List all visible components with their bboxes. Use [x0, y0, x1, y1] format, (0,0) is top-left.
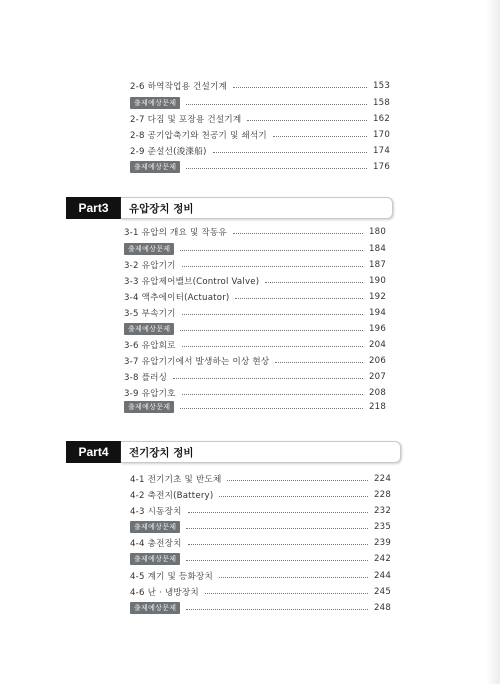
toc-row [130, 504, 391, 518]
toc-page-number: 176 [372, 162, 390, 172]
toc-row [124, 370, 386, 384]
toc-page-number: 242 [373, 554, 391, 564]
dot-leader [247, 120, 367, 121]
toc-row [130, 472, 391, 486]
toc-page-number: 180 [368, 227, 386, 237]
dot-leader [180, 408, 363, 409]
dot-leader [265, 282, 363, 283]
toc-page-number: 158 [372, 98, 390, 108]
part4-label: Part4 [66, 441, 121, 463]
dot-leader [186, 560, 368, 561]
toc-row [130, 112, 390, 126]
dot-leader [182, 314, 363, 315]
toc-row [130, 79, 390, 93]
toc-exercise-row [124, 400, 386, 414]
dot-leader [273, 136, 367, 137]
exercise-badge: 출제예상문제 [130, 97, 180, 109]
toc-page-number: 184 [368, 244, 386, 254]
dot-leader [219, 496, 368, 497]
toc-row [130, 488, 391, 502]
toc-page-number: 190 [368, 276, 386, 286]
exercise-badge: 출제예상문제 [130, 602, 180, 614]
toc-page-number: 170 [372, 130, 390, 140]
toc-row [124, 338, 386, 352]
dot-leader [180, 250, 363, 251]
toc-page-number: 239 [373, 538, 391, 548]
dot-leader [275, 362, 363, 363]
part3-title: 유압장치 정비 [121, 197, 393, 219]
toc-page-number: 207 [368, 372, 386, 382]
toc-exercise-row [130, 520, 391, 534]
toc-exercise-row [124, 242, 386, 256]
toc-page-number: 204 [368, 340, 386, 350]
page-edge-shadow [486, 0, 500, 684]
toc-row [124, 225, 386, 239]
toc-row [124, 354, 386, 368]
toc-entry-title: 3-2 유압기기 [124, 261, 176, 271]
exercise-badge: 출제예상문제 [130, 521, 180, 533]
toc-entry-title: 3-4 액추에이터(Actuator) [124, 293, 230, 303]
toc-page-number: 232 [373, 506, 391, 516]
toc-row [130, 536, 391, 550]
exercise-badge: 출제예상문제 [124, 243, 174, 255]
toc-exercise-row [124, 322, 386, 336]
part4-header [66, 441, 401, 463]
toc-page-number: 153 [372, 81, 390, 91]
dot-leader [186, 104, 367, 105]
dot-leader [180, 330, 363, 331]
toc-page-number: 208 [368, 388, 386, 398]
dot-leader [173, 378, 363, 379]
toc-row [124, 290, 386, 304]
dot-leader [235, 298, 363, 299]
dot-leader [188, 512, 368, 513]
dot-leader [182, 266, 363, 267]
toc-page-number: 194 [368, 308, 386, 318]
dot-leader [186, 528, 368, 529]
toc-page-number: 245 [373, 587, 391, 597]
dot-leader [182, 394, 363, 395]
dot-leader [233, 233, 363, 234]
exercise-badge: 출제예상문제 [130, 161, 180, 173]
exercise-badge: 출제예상문제 [130, 553, 180, 565]
toc-page-number: 187 [368, 260, 386, 270]
toc-exercise-row [130, 601, 391, 615]
dot-leader [219, 577, 368, 578]
toc-entry-title: 4-4 충전장치 [130, 539, 182, 549]
dot-leader [213, 152, 367, 153]
toc-entry-title: 2-9 준설선(浚渫船) [130, 147, 207, 157]
toc-page-number: 224 [373, 474, 391, 484]
toc-entry-title: 3-3 유압제어밸브(Control Valve) [124, 277, 260, 287]
exercise-badge: 출제예상문제 [124, 323, 174, 335]
toc-page-number: 206 [368, 356, 386, 366]
dot-leader [186, 168, 367, 169]
toc-entry-title: 3-1 유압의 개요 및 작동유 [124, 228, 227, 238]
part4-title: 전기장치 정비 [121, 441, 401, 463]
dot-leader [233, 87, 367, 88]
toc-entry-title: 4-6 난 · 냉방장치 [130, 588, 199, 598]
toc-entry-title: 3-5 부속기기 [124, 309, 176, 319]
toc-entry-title: 4-1 전기기초 및 반도체 [130, 475, 222, 485]
toc-row [124, 386, 386, 400]
toc-entry-title: 3-9 유압기호 [124, 389, 176, 399]
toc-entry-title: 3-8 플러싱 [124, 373, 168, 383]
part3-label: Part3 [66, 197, 121, 219]
toc-entry-title: 3-7 유압기기에서 발생하는 이상 현상 [124, 357, 270, 367]
dot-leader [188, 544, 368, 545]
toc-entry-title: 4-3 시동장치 [130, 507, 182, 517]
toc-row [124, 274, 386, 288]
dot-leader [205, 593, 368, 594]
toc-page-number: 162 [372, 114, 390, 124]
toc-row [130, 144, 390, 158]
toc-page-number: 196 [368, 324, 386, 334]
toc-page-number: 228 [373, 490, 391, 500]
toc-entry-title: 4-5 계기 및 등화장치 [130, 572, 213, 582]
toc-page-number: 192 [368, 292, 386, 302]
toc-page-number: 218 [368, 402, 386, 412]
exercise-badge: 출제예상문제 [124, 401, 174, 413]
dot-leader [182, 346, 363, 347]
toc-entry-title: 3-6 유압회로 [124, 341, 176, 351]
toc-page-number: 235 [373, 522, 391, 532]
toc-entry-title: 2-7 다짐 및 포장용 건설기계 [130, 115, 242, 125]
toc-entry-title: 4-2 축전지(Battery) [130, 491, 214, 501]
toc-row [124, 306, 386, 320]
toc-page-number: 244 [373, 571, 391, 581]
toc-row [130, 128, 390, 142]
toc-row [130, 569, 391, 583]
toc-exercise-row [130, 96, 390, 110]
toc-entry-title: 2-8 공기압축기와 천공기 및 쇄석기 [130, 131, 267, 141]
toc-exercise-row [130, 160, 390, 174]
dot-leader [227, 480, 368, 481]
toc-row [130, 585, 391, 599]
dot-leader [186, 609, 368, 610]
part3-header [66, 197, 393, 219]
toc-page-number: 248 [373, 603, 391, 613]
toc-page-number: 174 [372, 146, 390, 156]
toc-entry-title: 2-6 하역작업용 건설기계 [130, 82, 228, 92]
toc-exercise-row [130, 552, 391, 566]
toc-row [124, 258, 386, 272]
